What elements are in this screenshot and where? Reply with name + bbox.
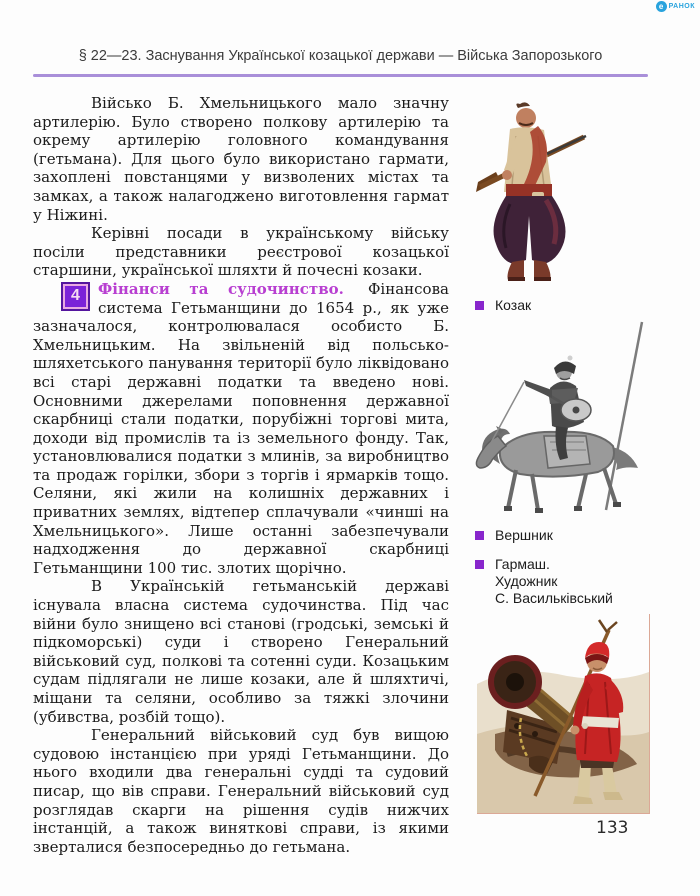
paragraph-section-4	[33, 280, 449, 578]
header-rule	[33, 74, 648, 77]
rider-on-horseback-illustration	[458, 318, 648, 516]
caption-cossack	[475, 297, 531, 314]
section-body-text: Фінансова система Гетьманщини до 1654 р., як уже зазначалося, контролювалася особисто Б. Хмельницьким. На звільненій від польсько-шляхетського панування території було ліквідовано всі старі державні податки та введено нові. Основними джерелами поповнення державної скарбниці стали податки, порубіжні торгові мита, доходи від промислів та із земельного фонду. Так, установлювалися податки з млинів, за виробництво та продаж горілки, збори з торгів і ярмарків тощо. Селяни, які жили на колишніх державних і приватних землях, відтепер сплачували «чинші на Хмельницького». Лише останні забезпечували надходження до державної скарбниці Гетьманщини 100 тис. злотих щорічно.	[33, 279, 449, 577]
caption-bullet-icon	[475, 531, 484, 540]
caption-gunner-title: Гармаш.	[495, 556, 550, 572]
figure-cossack	[466, 96, 596, 290]
gunner-with-cannon-illustration	[477, 614, 649, 813]
caption-gunner-lines	[495, 556, 613, 607]
paragraph-artillery: Військо Б. Хмельницького мало значну артилерію. Було створено полкову артилерію та окрему артилерію головного командування (гетьмана). Для цього було використано гармати, захоплені повстанцями у визволених містах та замках, а також налагоджено виготовлення гармат у Ніжині.	[33, 94, 449, 224]
caption-gunner-artist-word: Художник	[495, 573, 558, 589]
publisher-logo-icon: е	[656, 1, 667, 12]
caption-gunner	[475, 556, 613, 607]
caption-bullet-icon	[475, 560, 484, 569]
paragraph-judiciary: В Українській гетьманській державі існувала власна система судочинства. Під час війни було знищено всі станові (гродські, земські й підкоморські) суди і створено Генеральний військовий суд, полкові та сотенні суди. Козацьким судам підлягали не лише козаки, але й шляхтичі, міщани та селяни, особливо за тяжкі злочини (убивства, розбій тощо).	[33, 577, 449, 726]
caption-gunner-artist-name: С. Васильківський	[495, 590, 613, 606]
cossack-with-musket-illustration	[466, 96, 596, 290]
caption-rider-label: Вершник	[495, 527, 553, 543]
figure-rider	[458, 318, 648, 516]
paragraph-general-court: Генеральний військовий суд був вищою судовою інстанцією при уряді Гетьманщини. До нього входили два генеральні судді та судовий писар, що вів справи. Генеральний військовий суд розглядав скарги на рішення судів нижчих інстанцій, а також виняткові справи, із якими зверталися безпосередньо до гетьмана.	[33, 726, 449, 856]
page-number: 133	[596, 818, 629, 838]
caption-bullet-icon	[475, 301, 484, 310]
section-title: Фінанси та судочинство.	[98, 279, 344, 298]
caption-cossack-label: Козак	[495, 297, 532, 313]
chapter-header: § 22—23. Заснування Української козацької держави — Війська Запорозького	[78, 48, 603, 64]
figure-gunner	[477, 614, 650, 814]
section-number-badge: 4	[61, 282, 90, 311]
caption-rider	[475, 527, 553, 544]
paragraph-leadership: Керівні посади в українському війську посіли представники реєстрової козацької старшини, української шляхти й почесні козаки.	[33, 224, 449, 280]
article-text-column	[33, 94, 449, 856]
publisher-logo	[656, 1, 695, 12]
publisher-logo-name: РАНОК	[668, 3, 695, 10]
